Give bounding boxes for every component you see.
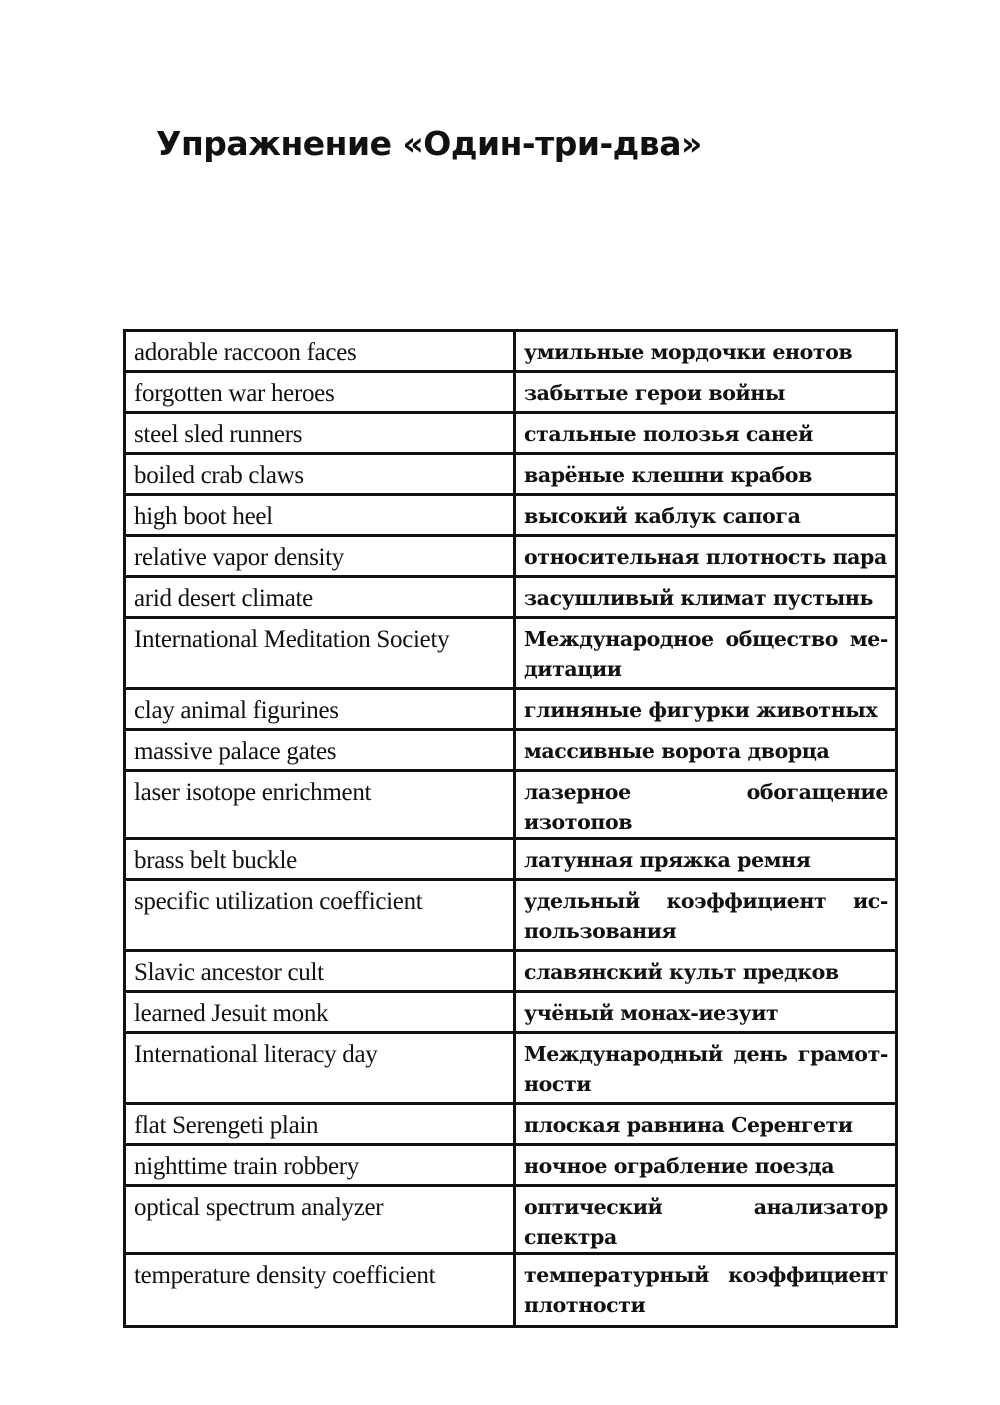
english-phrase: International literacy day [125, 1033, 515, 1104]
table-row [125, 771, 897, 839]
english-phrase: Slavic ancestor cult [125, 951, 515, 992]
table-row [125, 992, 897, 1033]
table-row [125, 1186, 897, 1254]
english-phrase: steel sled runners [125, 413, 515, 454]
russian-translation: умильные мордочки енотов [515, 331, 897, 372]
russian-translation: Международное общество ме-дитации [515, 618, 897, 689]
english-phrase: temperature density coefficient [125, 1254, 515, 1327]
table-row [125, 495, 897, 536]
english-phrase: high boot heel [125, 495, 515, 536]
table-row [125, 413, 897, 454]
russian-translation: удельный коэффициент ис-пользования [515, 880, 897, 951]
vocabulary-table [123, 329, 898, 1328]
english-phrase: brass belt buckle [125, 839, 515, 880]
english-phrase: specific utilization coefficient [125, 880, 515, 951]
russian-translation: латунная пряжка ремня [515, 839, 897, 880]
russian-translation: температурный коэффициент плотности [515, 1254, 897, 1327]
english-phrase: nighttime train robbery [125, 1145, 515, 1186]
table-row [125, 951, 897, 992]
english-phrase: flat Serengeti plain [125, 1104, 515, 1145]
table-row [125, 577, 897, 618]
table-row [125, 730, 897, 771]
table-row [125, 1145, 897, 1186]
russian-translation: глиняные фигурки животных [515, 689, 897, 730]
english-phrase: clay animal figurines [125, 689, 515, 730]
table-row [125, 372, 897, 413]
page-title: Упражнение «Один-три-два» [156, 124, 702, 163]
table-row [125, 618, 897, 689]
english-phrase: relative vapor density [125, 536, 515, 577]
russian-translation: ночное ограбление поезда [515, 1145, 897, 1186]
english-phrase: forgotten war heroes [125, 372, 515, 413]
russian-translation: высокий каблук сапога [515, 495, 897, 536]
russian-translation: плоская равнина Серенгети [515, 1104, 897, 1145]
english-phrase: International Meditation Society [125, 618, 515, 689]
russian-translation: засушливый климат пустынь [515, 577, 897, 618]
table-row [125, 839, 897, 880]
table-row [125, 536, 897, 577]
english-phrase: optical spectrum analyzer [125, 1186, 515, 1254]
english-phrase: boiled crab claws [125, 454, 515, 495]
russian-translation: относительная плотность пара [515, 536, 897, 577]
table-row [125, 880, 897, 951]
english-phrase: adorable raccoon faces [125, 331, 515, 372]
table-row [125, 331, 897, 372]
table-row [125, 1033, 897, 1104]
russian-translation: забытые герои войны [515, 372, 897, 413]
russian-translation: оптический анализатор спектра [515, 1186, 897, 1254]
russian-translation: славянский культ предков [515, 951, 897, 992]
russian-translation: варёные клешни крабов [515, 454, 897, 495]
english-phrase: massive palace gates [125, 730, 515, 771]
table-row [125, 454, 897, 495]
russian-translation: Международный день грамот-ности [515, 1033, 897, 1104]
english-phrase: learned Jesuit monk [125, 992, 515, 1033]
english-phrase: arid desert climate [125, 577, 515, 618]
russian-translation: массивные ворота дворца [515, 730, 897, 771]
russian-translation: лазерное обогащение изотопов [515, 771, 897, 839]
table-row [125, 1104, 897, 1145]
russian-translation: учёный монах-иезуит [515, 992, 897, 1033]
english-phrase: laser isotope enrichment [125, 771, 515, 839]
russian-translation: стальные полозья саней [515, 413, 897, 454]
table-row [125, 1254, 897, 1327]
table-row [125, 689, 897, 730]
